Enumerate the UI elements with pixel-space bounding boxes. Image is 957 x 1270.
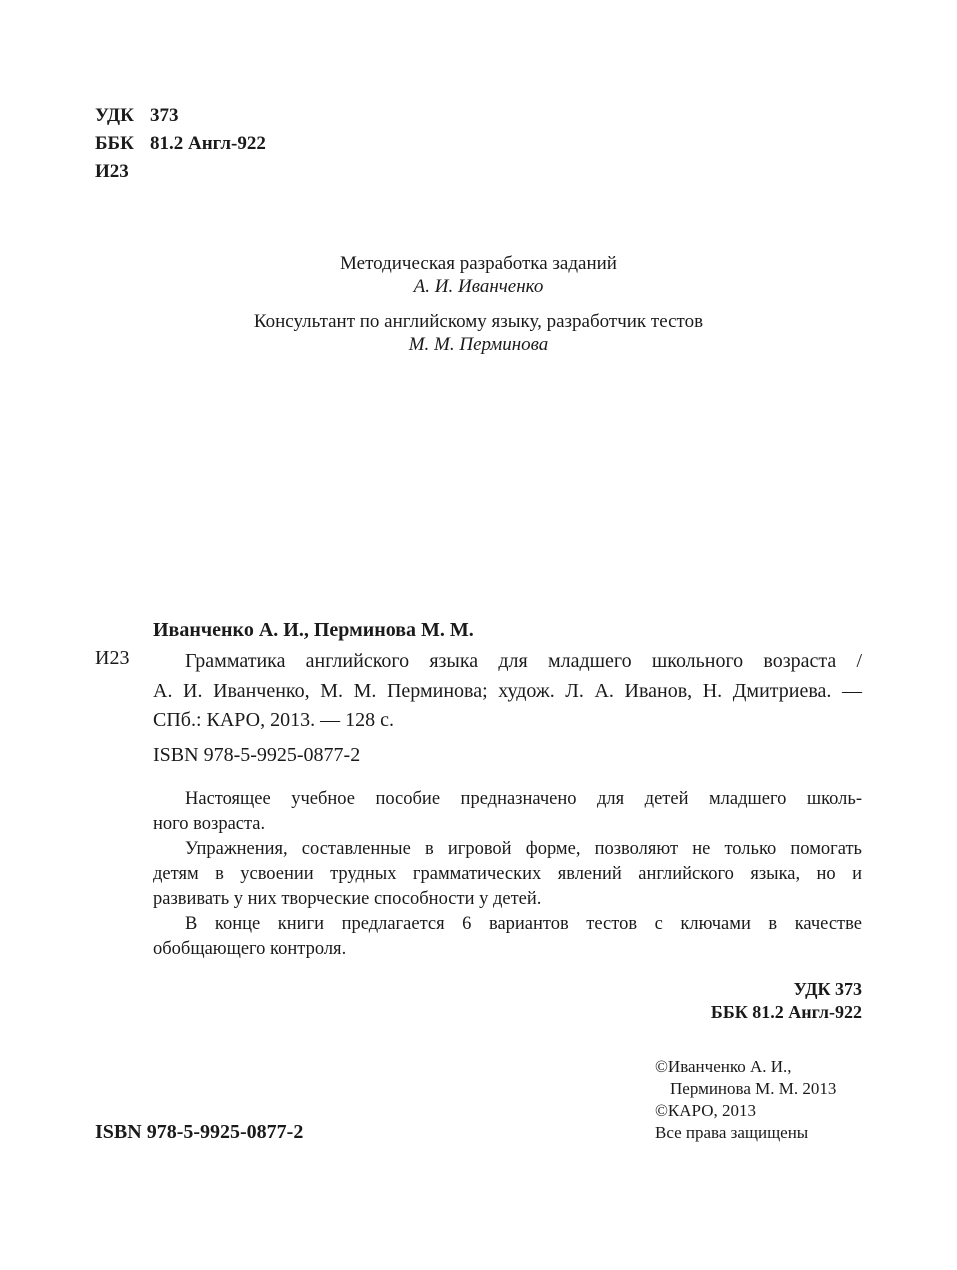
udk-right: УДК 373 (793, 979, 862, 999)
credit-role: Консультант по английскому языку, разработчик тестов (253, 311, 704, 332)
biblio-line: Грамматика английского языка для младшего школьного возраста / (185, 650, 862, 672)
credit-name: А. И. Иванченко (413, 276, 544, 297)
copyright-line: ©КАРО, 2013 (655, 1101, 756, 1120)
udc-right-block (711, 978, 862, 1024)
biblio-line: СПб.: КАРО, 2013. — 128 с. (153, 709, 394, 731)
abstract-line: В конце книги предлагается 6 вариантов тестов с ключами в качестве (185, 914, 862, 934)
credit-name: М. М. Перминова (408, 334, 549, 355)
bibliographic-description (153, 647, 862, 736)
abstract-line: развивать у них творческие способности у детей. (153, 889, 542, 909)
biblio-line: А. И. Иванченко, М. М. Перминова; худож. Л. А. Иванов, Н. Дмитриева. — (153, 679, 862, 702)
entry-author-mark: И23 (95, 647, 130, 669)
abstract-line: ного возраста. (153, 814, 266, 834)
credit-role: Методическая разработка заданий (340, 253, 617, 274)
copyright-line: Перминова М. М. 2013 (670, 1079, 837, 1098)
udk-label: УДК (95, 105, 134, 126)
udk-value: 373 (150, 105, 179, 126)
credits (0, 252, 957, 356)
bbk-value: 81.2 Англ-922 (150, 133, 266, 154)
rights-reserved: Все права защищены (655, 1123, 809, 1142)
classification-codes (95, 102, 266, 186)
bbk-right: ББК 81.2 Англ-922 (710, 1002, 862, 1022)
copyright-line: ©Иванченко А. И., (655, 1057, 792, 1076)
entry-isbn: ISBN 978-5-9925-0877-2 (153, 744, 361, 766)
copyright-block (655, 1056, 836, 1144)
isbn-bottom: ISBN 978-5-9925-0877-2 (95, 1121, 304, 1143)
abstract-line: Настоящее учебное пособие предназначено для детей младшего школь- (185, 789, 862, 809)
author-mark: И23 (95, 161, 129, 182)
abstract-line: Упражнения, составленные в игровой форме, позволяют не только помогать (185, 839, 862, 859)
abstract-line: детям в усвоении трудных грамматических явлений английского языка, но и (153, 864, 862, 884)
abstract-line: обобщающего контроля. (153, 939, 347, 959)
entry-authors: Иванченко А. И., Перминова М. М. (153, 619, 474, 641)
abstract (153, 787, 862, 962)
bbk-label: ББК (95, 133, 134, 154)
